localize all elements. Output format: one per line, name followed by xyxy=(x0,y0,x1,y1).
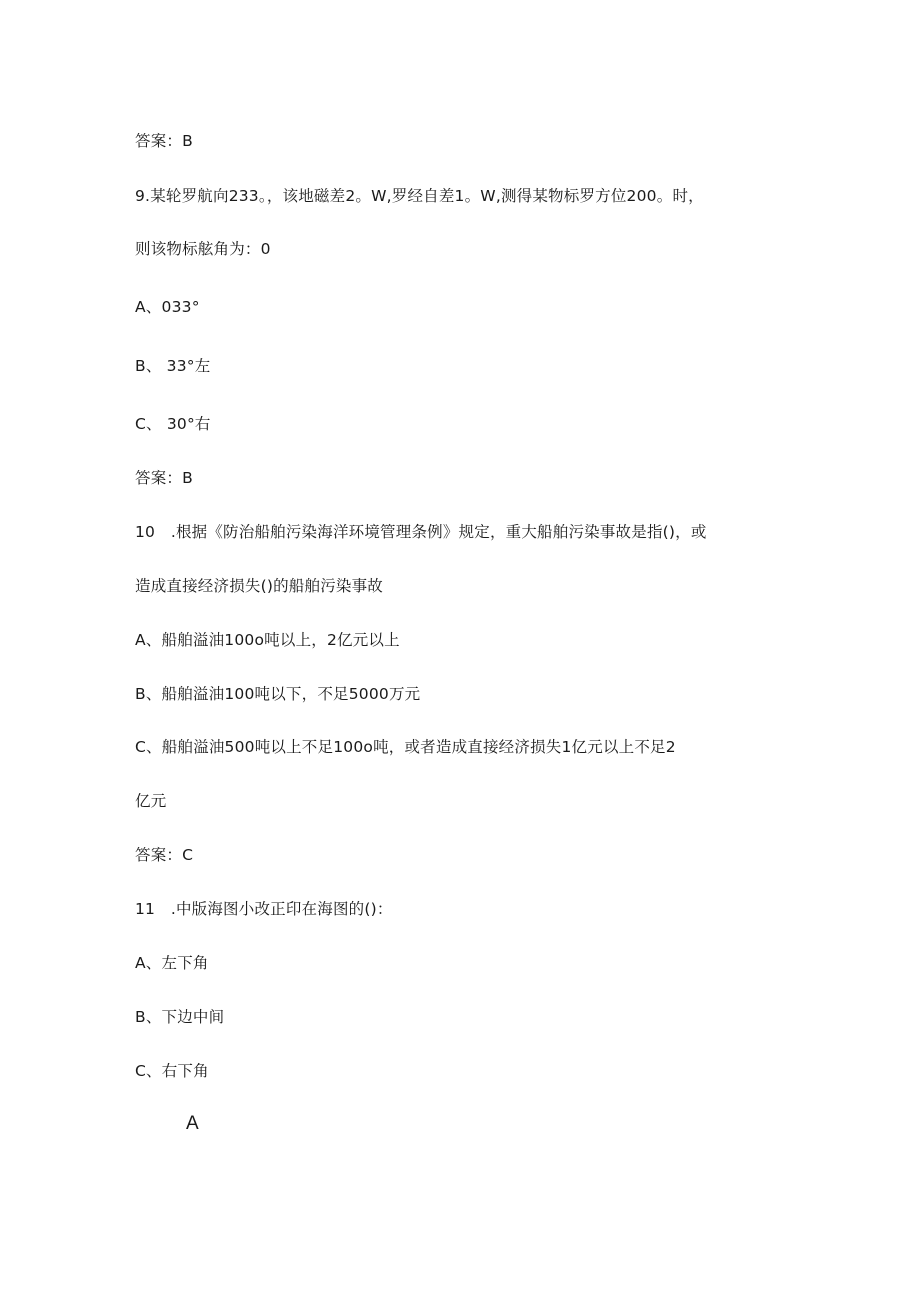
option-b: B、下边中间 xyxy=(135,1008,225,1026)
option-a: A、左下角 xyxy=(135,954,209,972)
option-c: C、船舶溢油500吨以上不足100o吨，或者造成直接经济损失1亿元以上不足2 xyxy=(135,738,676,756)
option-a: A、033° xyxy=(135,298,200,316)
question-stem-continued: 造成直接经济损失()的船舶污染事故 xyxy=(135,577,383,595)
option-c: C、 30°右 xyxy=(135,415,211,433)
question-stem: 10 .根据《防治船舶污染海洋环境管理条例》规定，重大船舶污染事故是指()，或 xyxy=(135,523,707,541)
option-b: B、 33°左 xyxy=(135,357,211,375)
question-stem: 11 .中版海图小改正印在海图的()： xyxy=(135,900,393,918)
answer-line: 答案：B xyxy=(135,469,193,487)
option-c: C、右下角 xyxy=(135,1062,209,1080)
answer-letter: A xyxy=(186,1113,199,1134)
answer-line: 答案：B xyxy=(135,132,193,150)
question-stem-continued: 则该物标舷角为：0 xyxy=(135,240,271,258)
option-c-continued: 亿元 xyxy=(135,792,167,810)
answer-line: 答案：C xyxy=(135,846,194,864)
option-b: B、船舶溢油100吨以下，不足5000万元 xyxy=(135,685,421,703)
question-stem: 9.某轮罗航向233。，该地磁差2。W,罗经自差1。W,测得某物标罗方位200。时， xyxy=(135,187,704,205)
option-a: A、船舶溢油100o吨以上，2亿元以上 xyxy=(135,631,400,649)
